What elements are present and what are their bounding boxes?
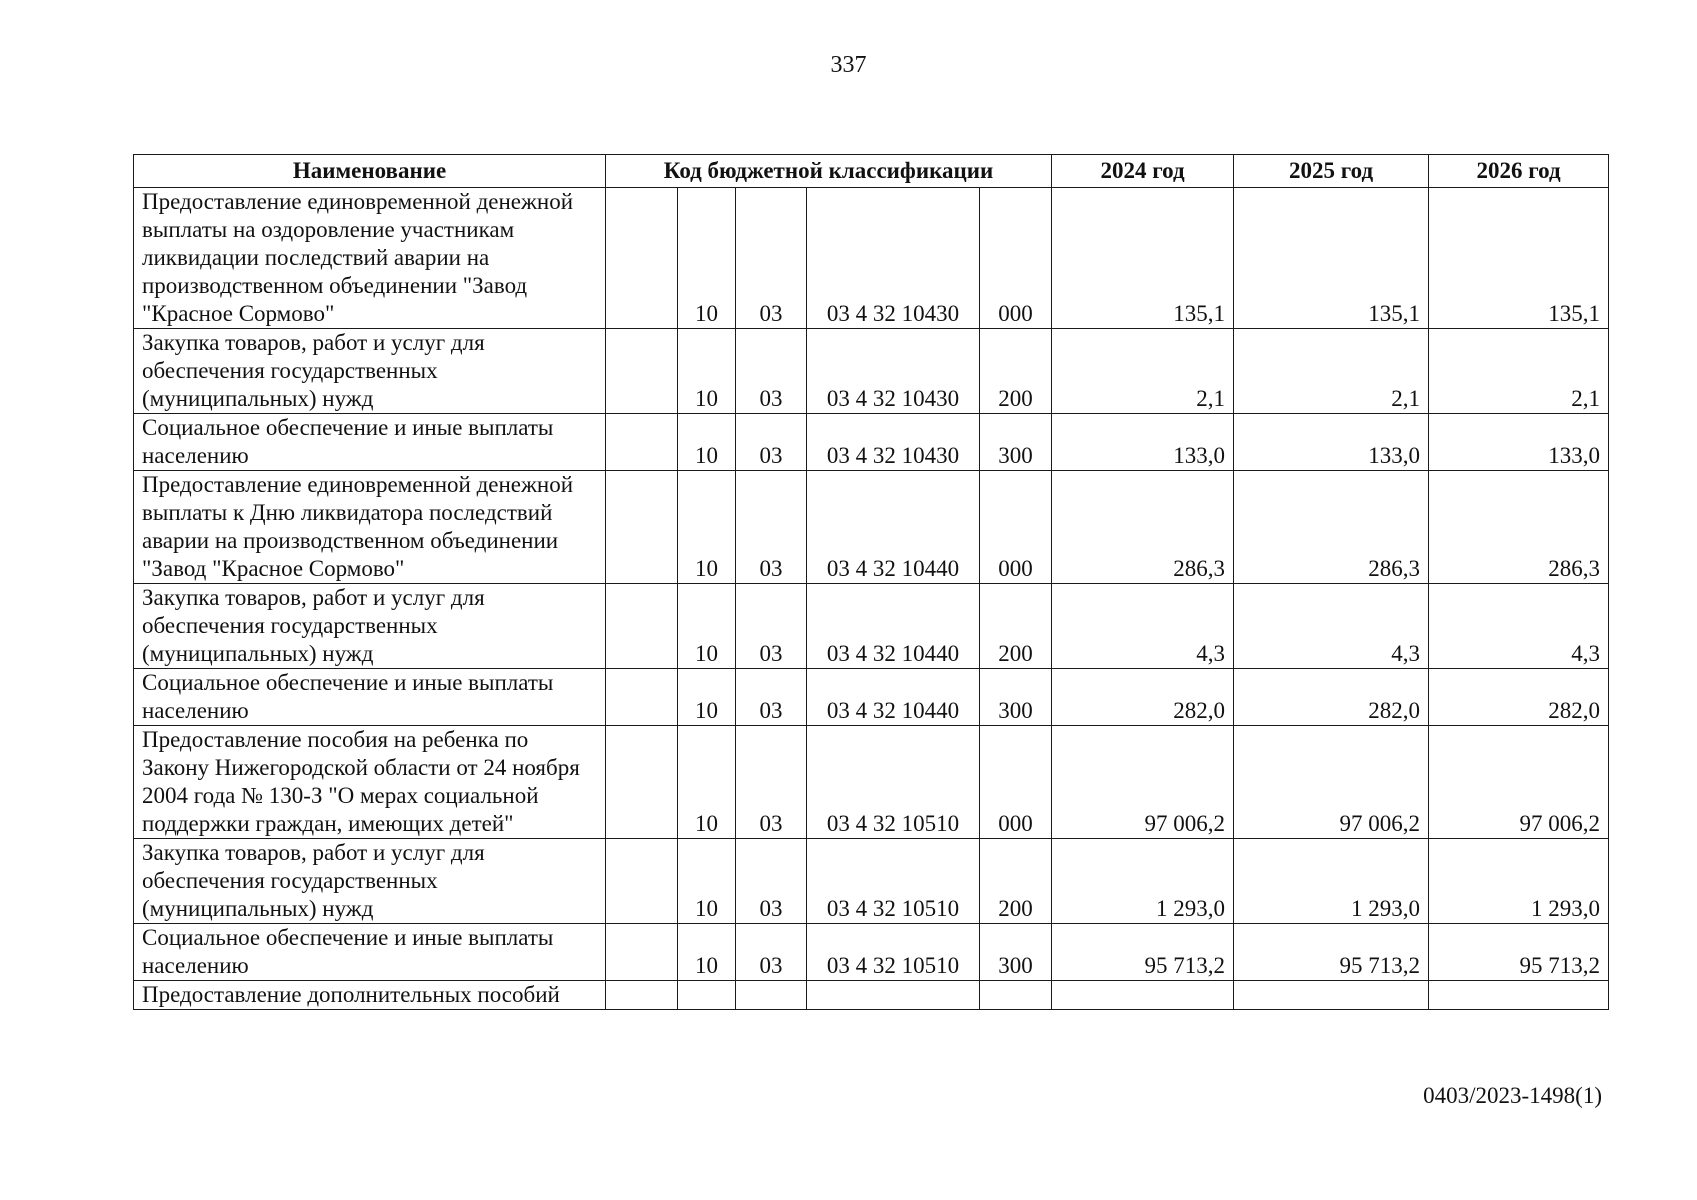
row-target-code: 03 4 32 10430 [807, 329, 980, 414]
table-row [134, 839, 1609, 924]
row-value-2025 [1234, 981, 1429, 1010]
row-subsection-code [736, 981, 807, 1010]
row-target-code: 03 4 32 10440 [807, 471, 980, 584]
row-subsection-code: 03 [736, 726, 807, 839]
row-target-code: 03 4 32 10430 [807, 188, 980, 329]
row-expense-type-code: 000 [980, 471, 1052, 584]
row-target-code: 03 4 32 10510 [807, 726, 980, 839]
row-value-2024: 2,1 [1052, 329, 1234, 414]
row-expense-type-code [980, 981, 1052, 1010]
table-row [134, 329, 1609, 414]
row-value-2026: 282,0 [1429, 669, 1609, 726]
row-section-code: 10 [678, 329, 736, 414]
row-subsection-code: 03 [736, 839, 807, 924]
row-section-code: 10 [678, 584, 736, 669]
row-expense-type-code: 200 [980, 329, 1052, 414]
row-section-code: 10 [678, 839, 736, 924]
row-empty-cell [606, 414, 678, 471]
row-value-2026: 4,3 [1429, 584, 1609, 669]
row-value-2026: 97 006,2 [1429, 726, 1609, 839]
row-value-2026: 2,1 [1429, 329, 1609, 414]
row-target-code: 03 4 32 10440 [807, 584, 980, 669]
row-value-2025: 282,0 [1234, 669, 1429, 726]
row-target-code: 03 4 32 10510 [807, 839, 980, 924]
row-expense-type-code: 300 [980, 669, 1052, 726]
row-empty-cell [606, 584, 678, 669]
row-empty-cell [606, 924, 678, 981]
page-number: 337 [830, 52, 867, 78]
row-section-code: 10 [678, 188, 736, 329]
table-row [134, 188, 1609, 329]
row-expense-type-code: 000 [980, 726, 1052, 839]
row-empty-cell [606, 726, 678, 839]
row-value-2025: 97 006,2 [1234, 726, 1429, 839]
row-section-code: 10 [678, 471, 736, 584]
row-section-code: 10 [678, 726, 736, 839]
row-section-code [678, 981, 736, 1010]
row-subsection-code: 03 [736, 188, 807, 329]
budget-table [133, 154, 1609, 1010]
row-value-2025: 133,0 [1234, 414, 1429, 471]
row-empty-cell [606, 188, 678, 329]
table-row [134, 669, 1609, 726]
header-2025: 2025 год [1234, 155, 1429, 188]
table-header-row [134, 155, 1609, 188]
row-value-2026 [1429, 981, 1609, 1010]
row-value-2024: 135,1 [1052, 188, 1234, 329]
row-value-2024: 286,3 [1052, 471, 1234, 584]
row-value-2025: 4,3 [1234, 584, 1429, 669]
row-subsection-code: 03 [736, 414, 807, 471]
row-value-2024: 97 006,2 [1052, 726, 1234, 839]
row-subsection-code: 03 [736, 924, 807, 981]
header-2024: 2024 год [1052, 155, 1234, 188]
row-value-2025: 2,1 [1234, 329, 1429, 414]
row-subsection-code: 03 [736, 584, 807, 669]
row-expense-type-code: 200 [980, 839, 1052, 924]
row-name: Закупка товаров, работ и услуг для обеспечения государственных (муниципальных) нужд [134, 584, 606, 669]
row-expense-type-code: 300 [980, 924, 1052, 981]
row-empty-cell [606, 471, 678, 584]
row-subsection-code: 03 [736, 669, 807, 726]
table-row [134, 584, 1609, 669]
table-row [134, 471, 1609, 584]
row-empty-cell [606, 329, 678, 414]
row-name: Социальное обеспечение и иные выплаты населению [134, 924, 606, 981]
row-expense-type-code: 200 [980, 584, 1052, 669]
row-empty-cell [606, 839, 678, 924]
row-empty-cell [606, 981, 678, 1010]
row-target-code: 03 4 32 10430 [807, 414, 980, 471]
row-value-2026: 95 713,2 [1429, 924, 1609, 981]
row-name: Закупка товаров, работ и услуг для обеспечения государственных (муниципальных) нужд [134, 329, 606, 414]
row-value-2024: 1 293,0 [1052, 839, 1234, 924]
row-value-2024: 282,0 [1052, 669, 1234, 726]
row-name: Социальное обеспечение и иные выплаты населению [134, 669, 606, 726]
row-section-code: 10 [678, 924, 736, 981]
row-value-2025: 1 293,0 [1234, 839, 1429, 924]
row-value-2026: 286,3 [1429, 471, 1609, 584]
row-name: Социальное обеспечение и иные выплаты населению [134, 414, 606, 471]
header-name: Наименование [134, 155, 606, 188]
table-row [134, 414, 1609, 471]
row-name: Закупка товаров, работ и услуг для обеспечения государственных (муниципальных) нужд [134, 839, 606, 924]
row-value-2024: 133,0 [1052, 414, 1234, 471]
row-value-2025: 286,3 [1234, 471, 1429, 584]
row-expense-type-code: 300 [980, 414, 1052, 471]
row-section-code: 10 [678, 414, 736, 471]
row-section-code: 10 [678, 669, 736, 726]
row-empty-cell [606, 669, 678, 726]
row-value-2025: 95 713,2 [1234, 924, 1429, 981]
table-row [134, 726, 1609, 839]
document-code: 0403/2023-1498(1) [1423, 1083, 1602, 1108]
row-name: Предоставление пособия на ребенка по Закону Нижегородской области от 24 ноября 2004 года № 130-З "О мерах социальной поддержки граждан, имеющих детей" [134, 726, 606, 839]
row-value-2026: 133,0 [1429, 414, 1609, 471]
row-value-2024: 4,3 [1052, 584, 1234, 669]
header-2026: 2026 год [1429, 155, 1609, 188]
row-name: Предоставление дополнительных пособий [134, 981, 606, 1010]
row-target-code: 03 4 32 10510 [807, 924, 980, 981]
row-subsection-code: 03 [736, 329, 807, 414]
row-value-2026: 135,1 [1429, 188, 1609, 329]
row-value-2025: 135,1 [1234, 188, 1429, 329]
row-subsection-code: 03 [736, 471, 807, 584]
table-row [134, 924, 1609, 981]
table-row [134, 981, 1609, 1010]
row-name: Предоставление единовременной денежной выплаты на оздоровление участникам ликвидации последствий аварии на производственном объединении "Завод "Красное Сормово" [134, 188, 606, 329]
row-target-code: 03 4 32 10440 [807, 669, 980, 726]
row-name: Предоставление единовременной денежной выплаты к Дню ликвидатора последствий аварии на производственном объединении "Завод "Красное Сормово" [134, 471, 606, 584]
row-value-2026: 1 293,0 [1429, 839, 1609, 924]
row-expense-type-code: 000 [980, 188, 1052, 329]
row-target-code [807, 981, 980, 1010]
header-code: Код бюджетной классификации [606, 155, 1052, 188]
row-value-2024: 95 713,2 [1052, 924, 1234, 981]
row-value-2024 [1052, 981, 1234, 1010]
